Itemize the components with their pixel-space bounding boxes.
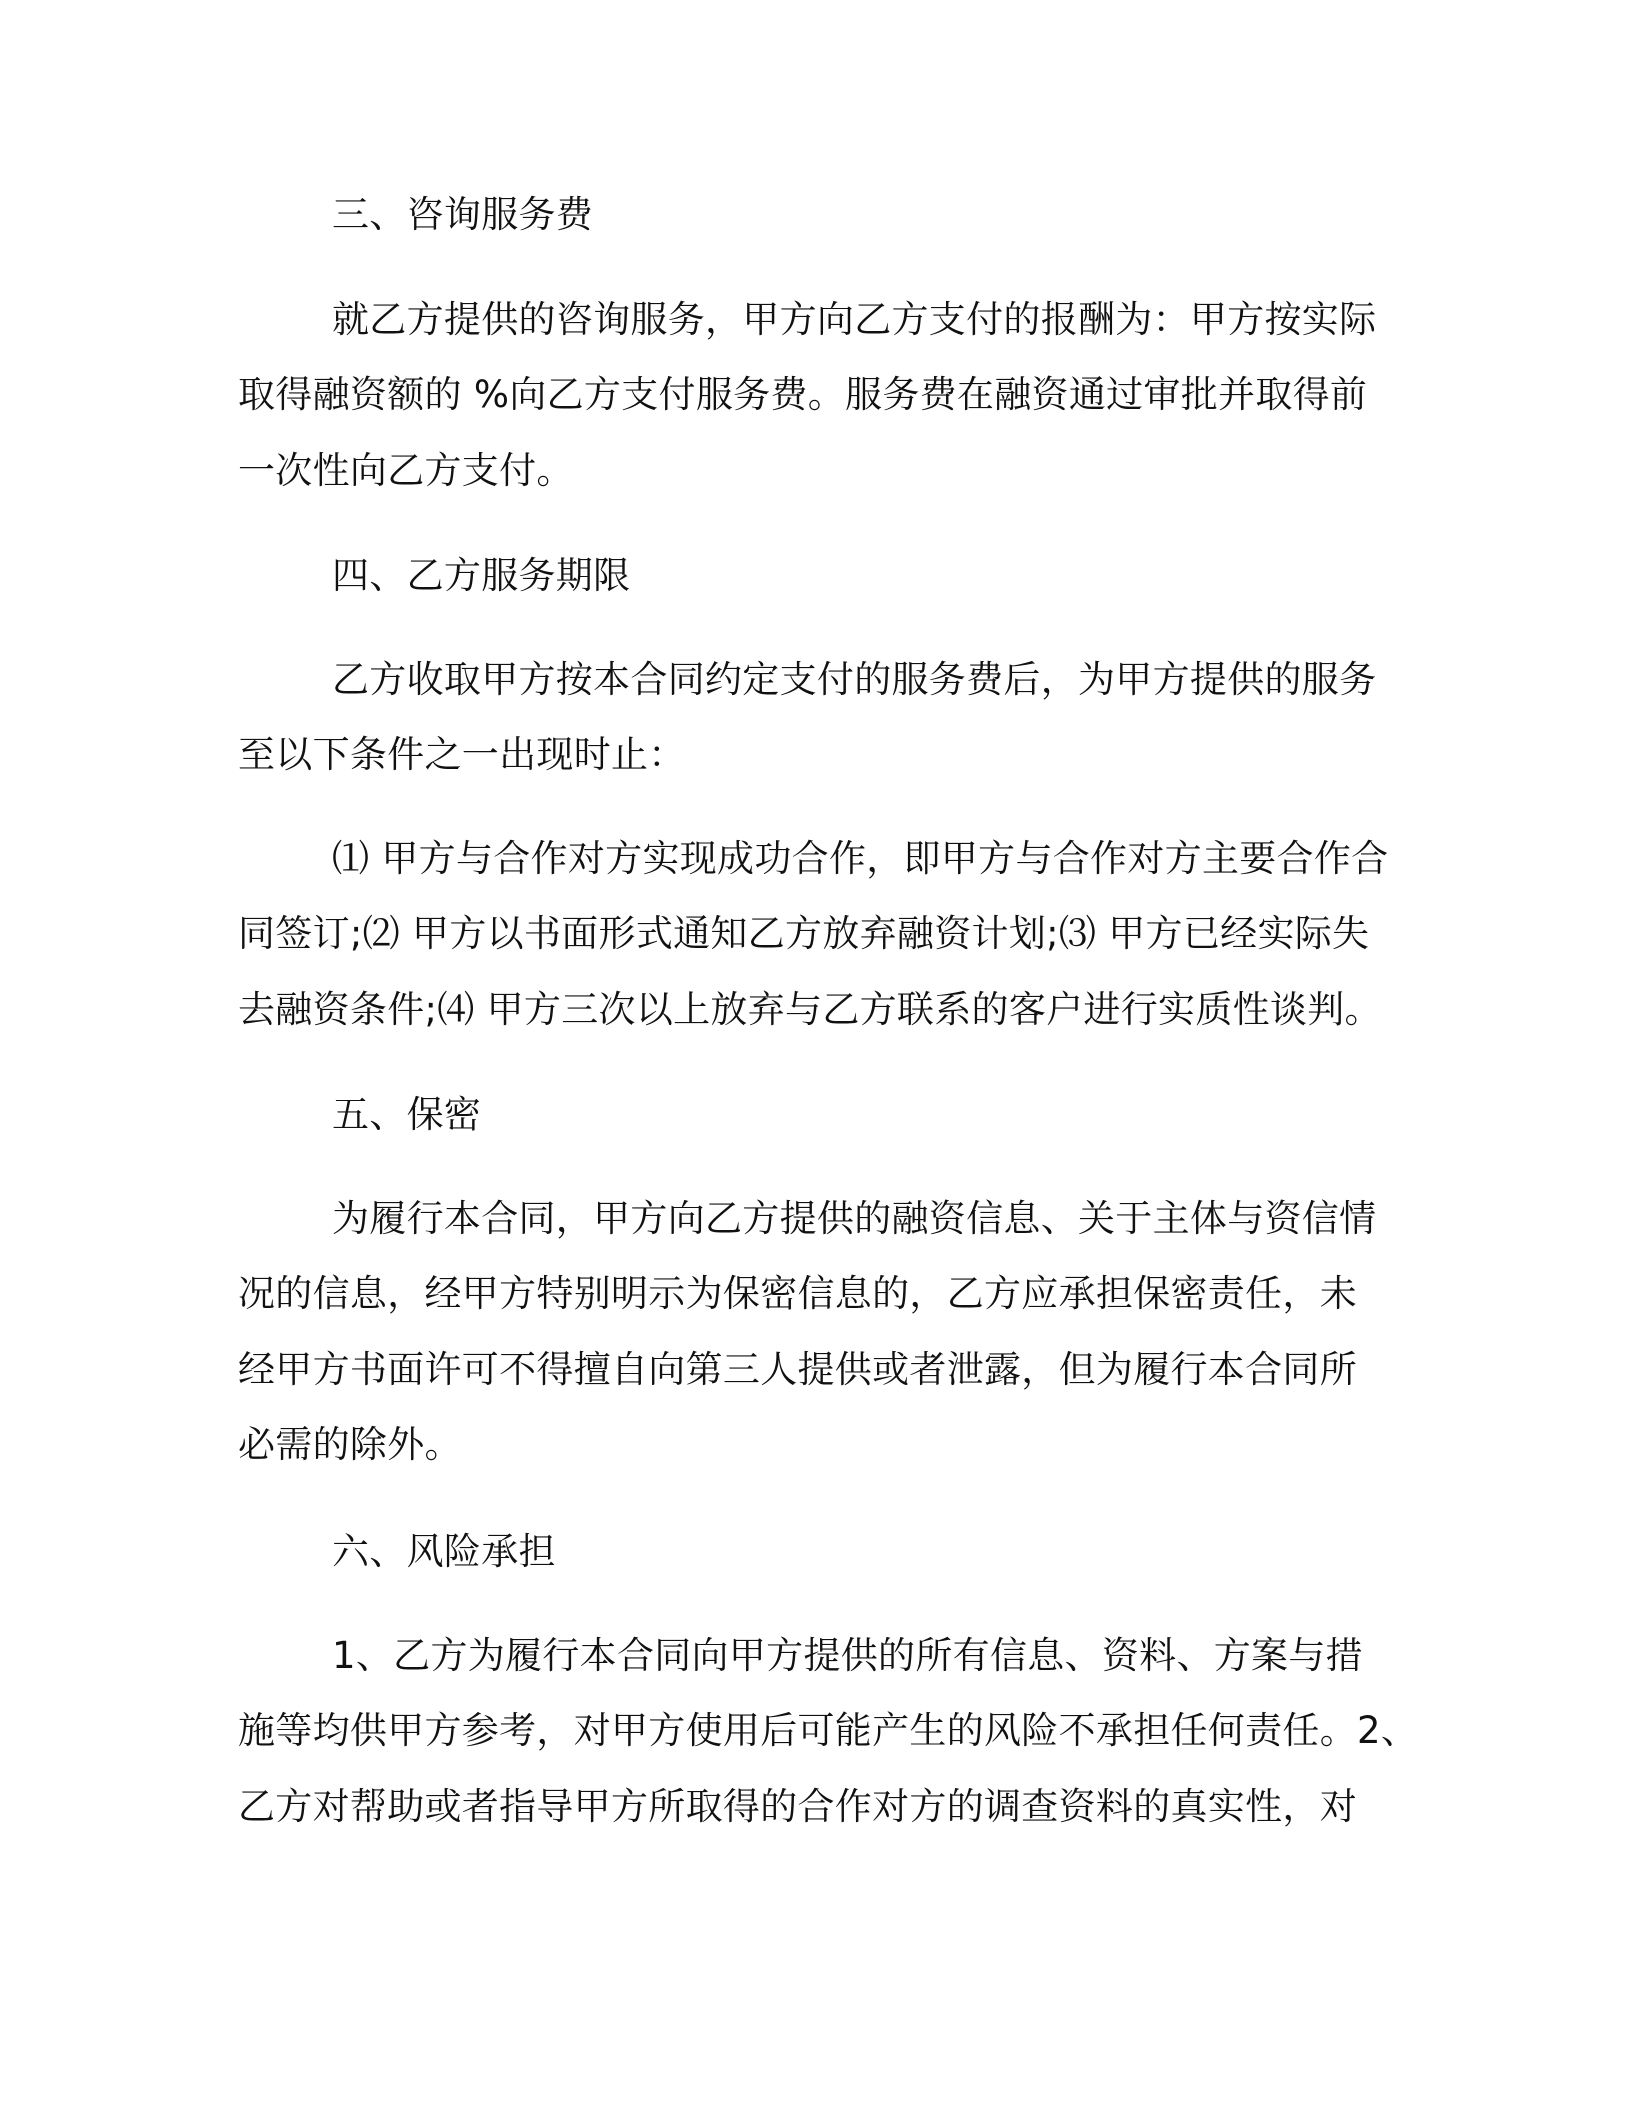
section-heading: 六、风险承担 (332, 1530, 556, 1573)
paragraph-line: 必需的除外。 (238, 1423, 462, 1466)
paragraph-line: 去融资条件;⑷ 甲方三次以上放弃与乙方联系的客户进行实质性谈判。 (238, 988, 1382, 1031)
section-heading: 三、咨询服务费 (332, 193, 594, 236)
paragraph-line: 同签订;⑵ 甲方以书面形式通知乙方放弃融资计划;⑶ 甲方已经实际失 (238, 912, 1370, 955)
paragraph-line: 乙方收取甲方按本合同约定支付的服务费后，为甲方提供的服务 (332, 658, 1377, 701)
paragraph-line: 1、乙方为履行本合同向甲方提供的所有信息、资料、方案与措 (332, 1634, 1363, 1677)
paragraph-line: 就乙方提供的咨询服务，甲方向乙方支付的报酬为：甲方按实际 (332, 298, 1377, 341)
paragraph-line: 况的信息，经甲方特别明示为保密信息的，乙方应承担保密责任，未 (238, 1272, 1357, 1315)
paragraph-line: 经甲方书面许可不得擅自向第三人提供或者泄露，但为履行本合同所 (238, 1348, 1357, 1391)
paragraph-line: 取得融资额的 %向乙方支付服务费。服务费在融资通过审批并取得前 (238, 373, 1368, 416)
paragraph-line: 至以下条件之一出现时止： (238, 733, 686, 776)
paragraph-line: 为履行本合同，甲方向乙方提供的融资信息、关于主体与资信情 (332, 1197, 1377, 1240)
paragraph-line: ⑴ 甲方与合作对方实现成功合作，即甲方与合作对方主要合作合 (332, 837, 1389, 880)
paragraph-line: 施等均供甲方参考，对甲方使用后可能产生的风险不承担任何责任。2、 (238, 1709, 1419, 1752)
section-heading: 五、保密 (332, 1093, 482, 1136)
paragraph-line: 一次性向乙方支付。 (238, 449, 574, 492)
section-heading: 四、乙方服务期限 (332, 554, 631, 597)
paragraph-line: 乙方对帮助或者指导甲方所取得的合作对方的调查资料的真实性，对 (238, 1785, 1357, 1828)
